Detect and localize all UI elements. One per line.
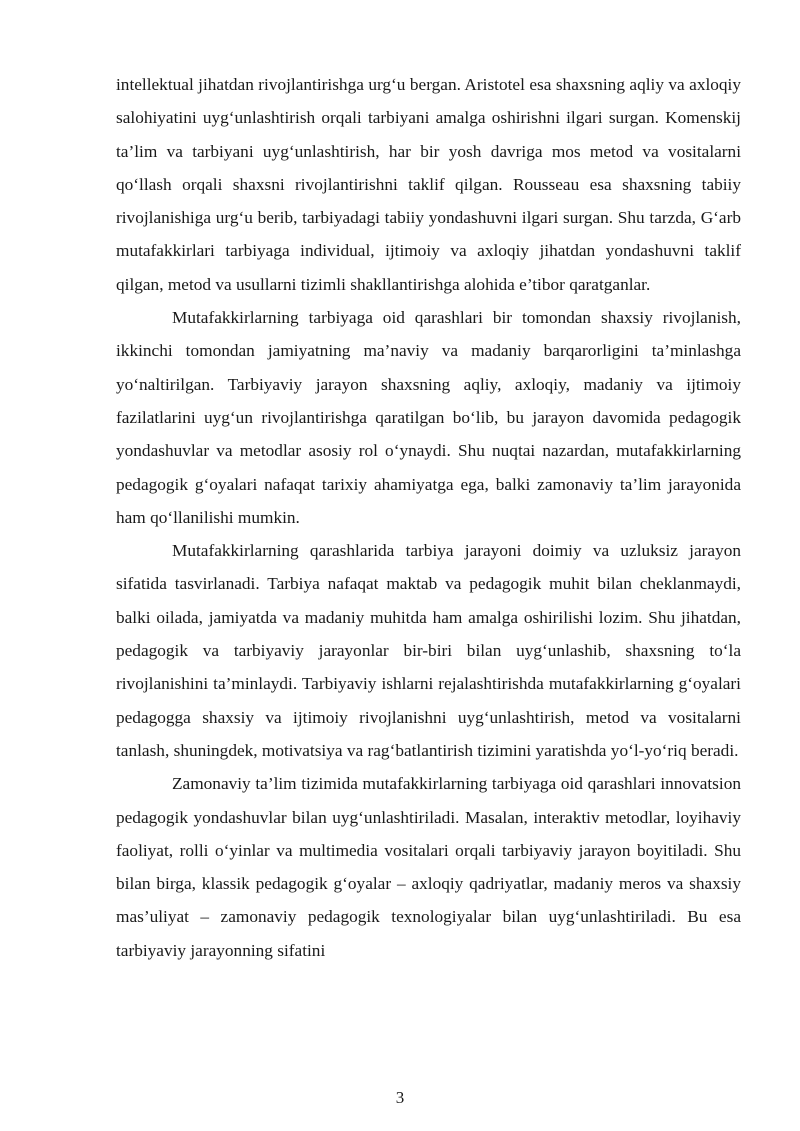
paragraph-1: intellektual jihatdan rivojlantirishga urg‘u bergan. Aristotel esa shaxsning aqliy va axloqiy salohiyatini uyg‘unlashtirish orqali tarbiyani amalga oshirishni ilgari surgan. Komenskij ta’lim va tarbiyani uyg‘unlashtirish, har bir yosh davriga mos metod va vositalarni qo‘llash orqali shaxsni rivojlantirishni taklif qilgan. Rousseau esa shaxsning tabiiy rivojlanishiga urg‘u berib, tarbiyadagi tabiiy yondashuvni ilgari surgan. Shu tarzda, G‘arb mutafakkirlari tarbiyaga individual, ijtimoiy va axloqiy jihatdan yondashuvni taklif qilgan, metod va usullarni tizimli shakllantirishga alohida e’tibor qaratganlar. bbox=[116, 75, 741, 294]
page-number: 3 bbox=[395, 1088, 405, 1107]
paragraph-3: Mutafakkirlarning qarashlarida tarbiya jarayoni doimiy va uzluksiz jarayon sifatida tasvirlanadi. Tarbiya nafaqat maktab va pedagogik muhit bilan cheklanmaydi, balki oilada, jamiyatda va madaniy muhitda ham amalga oshirilishi lozim. Shu jihatdan, pedagogik va tarbiyaviy jarayonlar bir-biri bilan uyg‘unlashib, shaxsning to‘la rivojlanishini ta’minlaydi. Tarbiyaviy ishlarni rejalashtirishda mutafakkirlarning g‘oyalari pedagogga shaxsiy va ijtimoiy rivojlanishni uyg‘unlashtirish, metod va vositalarni tanlash, shuningdek, motivatsiya va rag‘batlantirish tizimini yaratishda yo‘l-yo‘riq beradi. bbox=[116, 541, 741, 760]
page-body bbox=[116, 68, 741, 967]
paragraph-4: Zamonaviy ta’lim tizimida mutafakkirlarning tarbiyaga oid qarashlari innovatsion pedagogik yondashuvlar bilan uyg‘unlashtiriladi. Masalan, interaktiv metodlar, loyihaviy faoliyat, rolli o‘yinlar va multimedia vositalari orqali tarbiyaviy jarayon boyitiladi. Shu bilan birga, klassik pedagogik g‘oyalar – axloqiy qadriyatlar, madaniy meros va shaxsiy mas’uliyat – zamonaviy pedagogik texnologiyalar bilan uyg‘unlashtiriladi. Bu esa tarbiyaviy jarayonning sifatini bbox=[116, 774, 741, 960]
paragraph-2: Mutafakkirlarning tarbiyaga oid qarashlari bir tomondan shaxsiy rivojlanish, ikkinchi tomondan jamiyatning ma’naviy va madaniy barqarorligini ta’minlashga yo‘naltirilgan. Tarbiyaviy jarayon shaxsning aqliy, axloqiy, madaniy va ijtimoiy fazilatlarini uyg‘un rivojlantirishga qaratilgan bo‘lib, bu jarayon davomida pedagogik yondashuvlar va metodlar asosiy rol o‘ynaydi. Shu nuqtai nazardan, mutafakkirlarning pedagogik g‘oyalari nafaqat tarixiy ahamiyatga ega, balki zamonaviy ta’lim jarayonida ham qo‘llanilishi mumkin. bbox=[116, 308, 741, 527]
